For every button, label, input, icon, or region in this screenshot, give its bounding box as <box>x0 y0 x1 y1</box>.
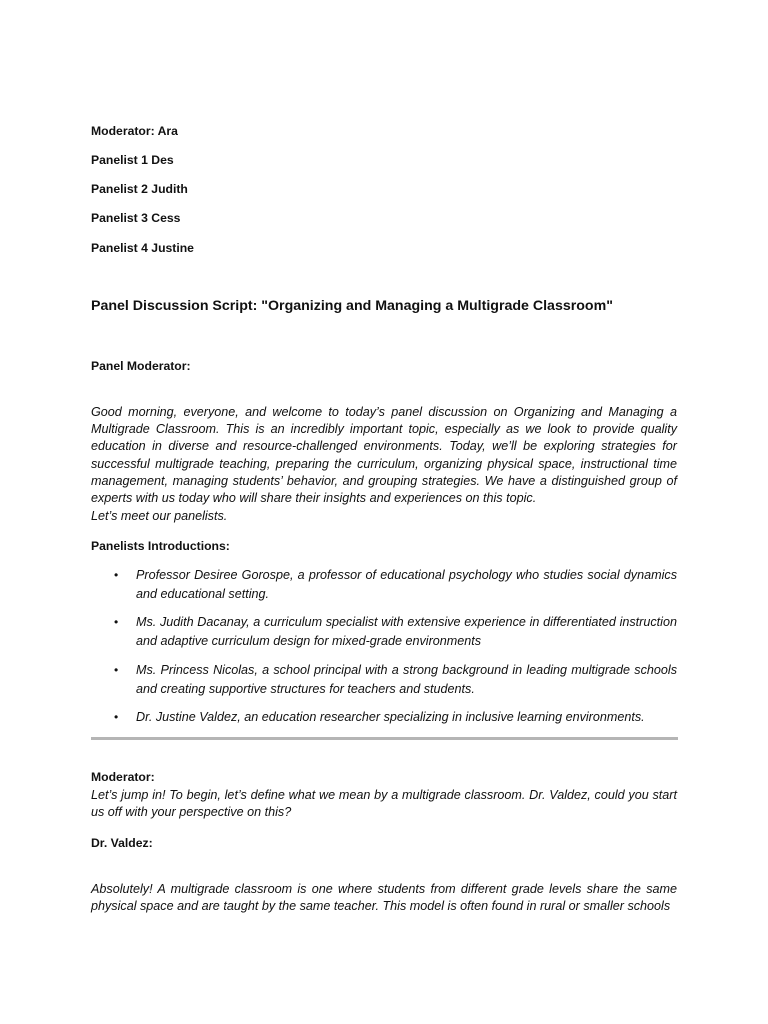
panelist-1-role: Panelist 1 Des <box>91 153 174 167</box>
section-divider <box>91 737 678 740</box>
panelist-intro-text: Dr. Justine Valdez, an education researcher specializing in inclusive learning environments. <box>136 710 645 724</box>
panelist-4-role: Panelist 4 Justine <box>91 241 194 255</box>
panelist-intro-text: Professor Desiree Gorospe, a professor of educational psychology who studies social dynamics and educational setting. <box>136 568 677 601</box>
moderator-role: Moderator: Ara <box>91 124 178 138</box>
bullet-icon: • <box>114 710 119 724</box>
moderator-question: Let’s jump in! To begin, let’s define what we mean by a multigrade classroom. Dr. Valdez, could you start us off with your perspective on this? <box>91 788 677 820</box>
valdez-answer: Absolutely! A multigrade classroom is one where students from different grade levels share the same physical space and are taught by the same teacher. This model is often found in rural or smaller schools <box>91 882 677 914</box>
intro-paragraph: Good morning, everyone, and welcome to today’s panel discussion on Organizing and Managing a Multigrade Classroom. This is an incredibly important topic, especially as we look to provide quality education in diverse and resource-challenged environments. Today, we’ll be exploring strategies for successful multigrade teaching, preparing the curriculum, organizing physical space, instructional time management, managing students’ behavior, and grouping strategies. We have a distinguished group of experts with us today who will share their insights and experiences on this topic. <box>91 405 677 506</box>
intro-closing: Let’s meet our panelists. <box>91 509 228 523</box>
panelist-3-role: Panelist 3 Cess <box>91 211 181 225</box>
document-title: Panel Discussion Script: "Organizing and Managing a Multigrade Classroom" <box>91 298 613 314</box>
moderator-label: Moderator: <box>91 770 155 784</box>
panelist-2-role: Panelist 2 Judith <box>91 182 188 196</box>
panelist-intro-text: Ms. Judith Dacanay, a curriculum specialist with extensive experience in differentiated instruction and adaptive curriculum design for mixed-grade environments <box>136 615 677 648</box>
valdez-label: Dr. Valdez: <box>91 836 153 850</box>
bullet-icon: • <box>114 615 119 629</box>
bullet-icon: • <box>114 663 119 677</box>
bullet-icon: • <box>114 568 119 582</box>
panel-moderator-heading: Panel Moderator: <box>91 359 191 373</box>
panelist-intro-text: Ms. Princess Nicolas, a school principal with a strong background in leading multigrade schools and creating supportive structures for teachers and students. <box>136 663 677 696</box>
introductions-heading: Panelists Introductions: <box>91 539 230 553</box>
